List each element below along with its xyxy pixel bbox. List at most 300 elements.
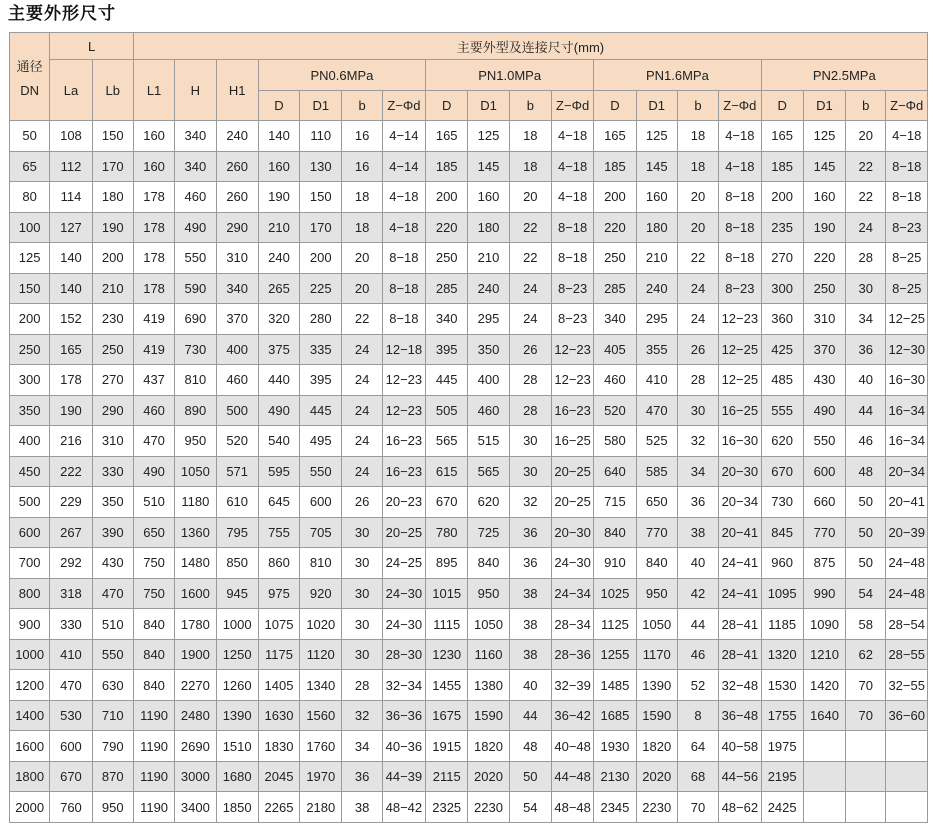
table-cell	[803, 792, 845, 823]
header-dn	[10, 33, 50, 121]
table-cell: 50	[846, 487, 886, 518]
table-cell: 22	[509, 243, 551, 274]
table-cell: 645	[258, 487, 299, 518]
table-cell: 24−41	[719, 578, 761, 609]
table-row	[10, 792, 928, 823]
table-cell: 20	[677, 212, 718, 243]
table-cell: 1930	[594, 731, 636, 762]
header-la: La	[50, 60, 92, 121]
table-cell: 4−14	[382, 121, 425, 152]
table-cell: 30	[846, 273, 886, 304]
table-cell: 18	[342, 212, 382, 243]
table-cell: 216	[50, 426, 92, 457]
table-cell	[846, 792, 886, 823]
table-cell: 18	[509, 121, 551, 152]
table-cell: 12−30	[886, 334, 928, 365]
table-cell: 430	[803, 365, 845, 396]
table-cell: 70	[846, 700, 886, 731]
table-cell: 26	[342, 487, 382, 518]
table-cell: 16−30	[719, 426, 761, 457]
table-cell: 40	[509, 670, 551, 701]
table-cell: 920	[300, 578, 342, 609]
table-cell: 20	[509, 182, 551, 213]
table-cell: 795	[216, 517, 258, 548]
table-cell: 335	[300, 334, 342, 365]
table-cell: 490	[258, 395, 299, 426]
table-cell: 1230	[426, 639, 468, 670]
table-cell: 1000	[216, 609, 258, 640]
table-cell: 460	[594, 365, 636, 396]
table-row	[10, 243, 928, 274]
table-cell: 185	[426, 151, 468, 182]
table-cell: 200	[594, 182, 636, 213]
table-row	[10, 548, 928, 579]
table-cell: 160	[468, 182, 509, 213]
table-cell: 555	[761, 395, 803, 426]
header-subcol: D	[258, 91, 299, 121]
table-cell: 370	[216, 304, 258, 335]
table-cell: 22	[846, 151, 886, 182]
table-cell: 295	[636, 304, 677, 335]
table-cell: 510	[133, 487, 174, 518]
table-cell: 810	[300, 548, 342, 579]
table-cell: 330	[50, 609, 92, 640]
table-cell: 8−25	[886, 273, 928, 304]
table-cell: 16−25	[719, 395, 761, 426]
table-cell: 38	[509, 578, 551, 609]
table-cell: 48	[846, 456, 886, 487]
table-cell: 8−23	[551, 273, 593, 304]
table-cell: 950	[92, 792, 133, 823]
table-cell: 44	[846, 395, 886, 426]
table-cell: 28	[846, 243, 886, 274]
table-cell: 36−36	[382, 700, 425, 731]
table-cell	[846, 731, 886, 762]
table-cell: 20−30	[719, 456, 761, 487]
table-cell: 340	[216, 273, 258, 304]
table-cell: 150	[300, 182, 342, 213]
table-cell: 190	[92, 212, 133, 243]
table-cell: 210	[258, 212, 299, 243]
table-cell: 36	[509, 517, 551, 548]
table-cell: 290	[92, 395, 133, 426]
table-cell: 630	[92, 670, 133, 701]
table-cell: 1510	[216, 731, 258, 762]
table-cell: 840	[133, 609, 174, 640]
table-cell: 46	[846, 426, 886, 457]
table-cell: 235	[761, 212, 803, 243]
table-cell: 28−34	[551, 609, 593, 640]
table-cell: 38	[342, 792, 382, 823]
table-cell: 16−23	[382, 456, 425, 487]
table-cell: 600	[300, 487, 342, 518]
table-cell: 70	[846, 670, 886, 701]
table-cell: 705	[300, 517, 342, 548]
table-cell: 390	[92, 517, 133, 548]
table-cell: 571	[216, 456, 258, 487]
table-cell: 270	[92, 365, 133, 396]
table-cell: 48−62	[719, 792, 761, 823]
table-cell: 285	[426, 273, 468, 304]
table-row	[10, 487, 928, 518]
table-cell: 1050	[175, 456, 216, 487]
table-cell: 38	[677, 517, 718, 548]
table-cell: 2325	[426, 792, 468, 823]
table-cell: 845	[761, 517, 803, 548]
table-cell: 1210	[803, 639, 845, 670]
table-cell: 30	[342, 548, 382, 579]
table-cell: 165	[761, 121, 803, 152]
table-cell: 445	[300, 395, 342, 426]
table-cell: 18	[677, 121, 718, 152]
table-cell: 300	[761, 273, 803, 304]
table-cell: 850	[216, 548, 258, 579]
table-cell: 1685	[594, 700, 636, 731]
table-cell: 610	[216, 487, 258, 518]
table-cell: 150	[10, 273, 50, 304]
table-cell: 1390	[216, 700, 258, 731]
table-cell: 16	[342, 121, 382, 152]
table-cell: 500	[10, 487, 50, 518]
table-cell: 8−18	[551, 212, 593, 243]
table-row	[10, 761, 928, 792]
table-cell: 160	[636, 182, 677, 213]
header-subcol: Z−Φd	[382, 91, 425, 121]
table-cell: 318	[50, 578, 92, 609]
table-cell: 650	[133, 517, 174, 548]
header-subcol: Z−Φd	[551, 91, 593, 121]
table-cell: 12−25	[719, 334, 761, 365]
table-cell: 24	[677, 304, 718, 335]
table-cell: 20	[846, 121, 886, 152]
table-cell: 700	[10, 548, 50, 579]
table-cell: 400	[468, 365, 509, 396]
table-cell: 895	[426, 548, 468, 579]
table-cell: 36−48	[719, 700, 761, 731]
header-subcol: D	[426, 91, 468, 121]
table-cell: 750	[133, 578, 174, 609]
table-cell: 200	[10, 304, 50, 335]
table-cell: 170	[300, 212, 342, 243]
table-cell: 490	[803, 395, 845, 426]
table-row	[10, 212, 928, 243]
table-cell: 840	[636, 548, 677, 579]
table-cell: 28−30	[382, 639, 425, 670]
table-cell: 125	[803, 121, 845, 152]
table-cell: 220	[803, 243, 845, 274]
table-cell: 1560	[300, 700, 342, 731]
table-cell: 20−41	[719, 517, 761, 548]
table-cell: 20−39	[886, 517, 928, 548]
table-cell: 34	[846, 304, 886, 335]
table-cell: 32	[677, 426, 718, 457]
table-cell: 425	[761, 334, 803, 365]
table-row	[10, 395, 928, 426]
table-cell: 370	[803, 334, 845, 365]
table-row	[10, 365, 928, 396]
table-cell: 200	[92, 243, 133, 274]
table-cell: 62	[846, 639, 886, 670]
table-cell: 550	[92, 639, 133, 670]
table-row	[10, 456, 928, 487]
table-cell: 840	[133, 639, 174, 670]
table-cell: 178	[133, 212, 174, 243]
table-cell: 670	[761, 456, 803, 487]
table-cell: 470	[133, 426, 174, 457]
table-cell: 8−18	[382, 304, 425, 335]
table-cell: 4−18	[551, 151, 593, 182]
table-cell: 160	[258, 151, 299, 182]
table-cell: 185	[594, 151, 636, 182]
table-cell: 8−18	[886, 182, 928, 213]
table-cell: 200	[426, 182, 468, 213]
table-cell: 24−48	[886, 578, 928, 609]
table-cell: 755	[258, 517, 299, 548]
table-cell: 46	[677, 639, 718, 670]
table-cell: 114	[50, 182, 92, 213]
table-cell: 600	[803, 456, 845, 487]
table-cell: 600	[10, 517, 50, 548]
table-cell: 565	[468, 456, 509, 487]
table-cell: 1760	[300, 731, 342, 762]
table-cell: 8−18	[719, 212, 761, 243]
table-cell: 1755	[761, 700, 803, 731]
table-cell: 620	[761, 426, 803, 457]
table-cell: 8−18	[886, 151, 928, 182]
table-cell: 145	[803, 151, 845, 182]
table-cell: 20−30	[551, 517, 593, 548]
table-cell: 250	[594, 243, 636, 274]
table-row	[10, 121, 928, 152]
header-subcol: b	[677, 91, 718, 121]
table-cell: 505	[426, 395, 468, 426]
table-cell: 310	[216, 243, 258, 274]
header-l1: L1	[133, 60, 174, 121]
header-pn-group: PN2.5MPa	[761, 60, 928, 91]
table-cell: 419	[133, 334, 174, 365]
table-cell: 178	[133, 182, 174, 213]
table-cell: 12−25	[719, 365, 761, 396]
table-cell: 125	[468, 121, 509, 152]
table-cell: 16−30	[886, 365, 928, 396]
table-cell: 178	[50, 365, 92, 396]
table-cell: 1190	[133, 700, 174, 731]
table-cell: 80	[10, 182, 50, 213]
table-cell: 8−23	[886, 212, 928, 243]
table-cell: 34	[342, 731, 382, 762]
table-cell: 18	[342, 182, 382, 213]
table-cell: 350	[92, 487, 133, 518]
header-subcol: Z−Φd	[886, 91, 928, 121]
table-cell: 285	[594, 273, 636, 304]
table-cell: 40−36	[382, 731, 425, 762]
table-cell: 22	[342, 304, 382, 335]
table-cell: 24−30	[551, 548, 593, 579]
table-cell: 2230	[468, 792, 509, 823]
table-cell: 4−18	[719, 121, 761, 152]
table-cell: 22	[509, 212, 551, 243]
table-cell: 110	[300, 121, 342, 152]
table-cell: 50	[846, 548, 886, 579]
table-cell: 860	[258, 548, 299, 579]
table-cell: 20−34	[719, 487, 761, 518]
table-cell: 190	[258, 182, 299, 213]
table-cell: 26	[509, 334, 551, 365]
table-cell: 1380	[468, 670, 509, 701]
table-cell: 40	[846, 365, 886, 396]
table-cell: 470	[636, 395, 677, 426]
table-cell: 220	[594, 212, 636, 243]
table-cell: 1485	[594, 670, 636, 701]
table-cell: 28−36	[551, 639, 593, 670]
table-cell: 12−23	[551, 365, 593, 396]
table-cell: 1020	[300, 609, 342, 640]
header-subcol: b	[342, 91, 382, 121]
table-cell: 36−42	[551, 700, 593, 731]
table-cell: 240	[468, 273, 509, 304]
table-cell: 8−18	[719, 243, 761, 274]
table-cell: 20−25	[551, 487, 593, 518]
table-cell: 2020	[468, 761, 509, 792]
table-cell: 24	[342, 334, 382, 365]
table-cell: 24−34	[551, 578, 593, 609]
table-cell: 350	[468, 334, 509, 365]
table-cell	[803, 731, 845, 762]
table-row	[10, 273, 928, 304]
table-cell: 840	[133, 670, 174, 701]
table-cell: 1970	[300, 761, 342, 792]
table-cell: 240	[216, 121, 258, 152]
table-cell: 1400	[10, 700, 50, 731]
table-cell: 28−41	[719, 639, 761, 670]
table-header	[10, 33, 928, 121]
table-cell: 22	[677, 243, 718, 274]
table-cell: 12−23	[719, 304, 761, 335]
table-cell: 470	[92, 578, 133, 609]
table-cell: 1600	[10, 731, 50, 762]
table-cell: 130	[300, 151, 342, 182]
table-cell: 30	[677, 395, 718, 426]
table-cell: 200	[300, 243, 342, 274]
table-cell: 640	[594, 456, 636, 487]
table-cell: 770	[636, 517, 677, 548]
table-cell: 220	[426, 212, 468, 243]
table-cell: 267	[50, 517, 92, 548]
table-cell: 2480	[175, 700, 216, 731]
table-cell: 1190	[133, 731, 174, 762]
table-cell: 12−18	[382, 334, 425, 365]
table-cell: 350	[10, 395, 50, 426]
table-cell: 190	[803, 212, 845, 243]
table-cell: 260	[216, 182, 258, 213]
table-cell: 1075	[258, 609, 299, 640]
table-cell: 210	[468, 243, 509, 274]
table-cell: 20−25	[551, 456, 593, 487]
table-cell: 2230	[636, 792, 677, 823]
table-cell: 24	[509, 304, 551, 335]
table-cell: 1000	[10, 639, 50, 670]
table-row	[10, 609, 928, 640]
table-cell: 8−18	[382, 273, 425, 304]
table-cell: 54	[846, 578, 886, 609]
table-cell: 950	[468, 578, 509, 609]
table-cell: 30	[342, 578, 382, 609]
table-cell: 36−60	[886, 700, 928, 731]
table-cell: 32−39	[551, 670, 593, 701]
table-cell: 160	[133, 151, 174, 182]
table-cell: 12−23	[382, 365, 425, 396]
table-cell: 975	[258, 578, 299, 609]
table-cell: 485	[761, 365, 803, 396]
table-cell: 400	[10, 426, 50, 457]
table-cell: 340	[175, 151, 216, 182]
table-cell: 355	[636, 334, 677, 365]
table-cell: 525	[636, 426, 677, 457]
table-cell: 620	[468, 487, 509, 518]
table-cell: 4−18	[886, 121, 928, 152]
table-cell: 28−55	[886, 639, 928, 670]
table-cell: 24	[342, 395, 382, 426]
table-cell: 48−48	[551, 792, 593, 823]
table-cell	[886, 792, 928, 823]
table-cell: 4−14	[382, 151, 425, 182]
table-cell: 650	[636, 487, 677, 518]
table-cell: 140	[50, 243, 92, 274]
table-cell: 28	[342, 670, 382, 701]
table-cell	[803, 761, 845, 792]
table-cell: 515	[468, 426, 509, 457]
table-cell: 1800	[10, 761, 50, 792]
table-cell: 16	[342, 151, 382, 182]
table-cell: 780	[426, 517, 468, 548]
table-cell: 1190	[133, 792, 174, 823]
table-cell: 145	[636, 151, 677, 182]
header-subcol: D1	[803, 91, 845, 121]
table-cell: 48−42	[382, 792, 425, 823]
table-cell: 4−18	[551, 182, 593, 213]
table-cell: 330	[92, 456, 133, 487]
table-cell: 715	[594, 487, 636, 518]
table-cell: 500	[216, 395, 258, 426]
table-cell: 24	[677, 273, 718, 304]
table-cell: 1090	[803, 609, 845, 640]
table-cell: 1640	[803, 700, 845, 731]
table-cell: 12−23	[551, 334, 593, 365]
table-cell: 22	[846, 182, 886, 213]
table-cell: 112	[50, 151, 92, 182]
table-cell: 1850	[216, 792, 258, 823]
header-subcol: D1	[636, 91, 677, 121]
table-cell: 1820	[636, 731, 677, 762]
table-cell: 320	[258, 304, 299, 335]
table-cell: 50	[509, 761, 551, 792]
table-cell: 990	[803, 578, 845, 609]
table-cell: 2115	[426, 761, 468, 792]
table-cell: 165	[50, 334, 92, 365]
table-cell: 250	[10, 334, 50, 365]
table-cell: 945	[216, 578, 258, 609]
table-cell: 1480	[175, 548, 216, 579]
header-dn-label: 通径	[16, 58, 43, 74]
table-cell: 20	[342, 243, 382, 274]
table-cell: 8−25	[886, 243, 928, 274]
table-row	[10, 670, 928, 701]
table-cell: 1900	[175, 639, 216, 670]
header-dn-sub: DN	[20, 82, 40, 98]
table-cell: 300	[10, 365, 50, 396]
table-cell: 165	[426, 121, 468, 152]
table-cell: 4−18	[719, 151, 761, 182]
